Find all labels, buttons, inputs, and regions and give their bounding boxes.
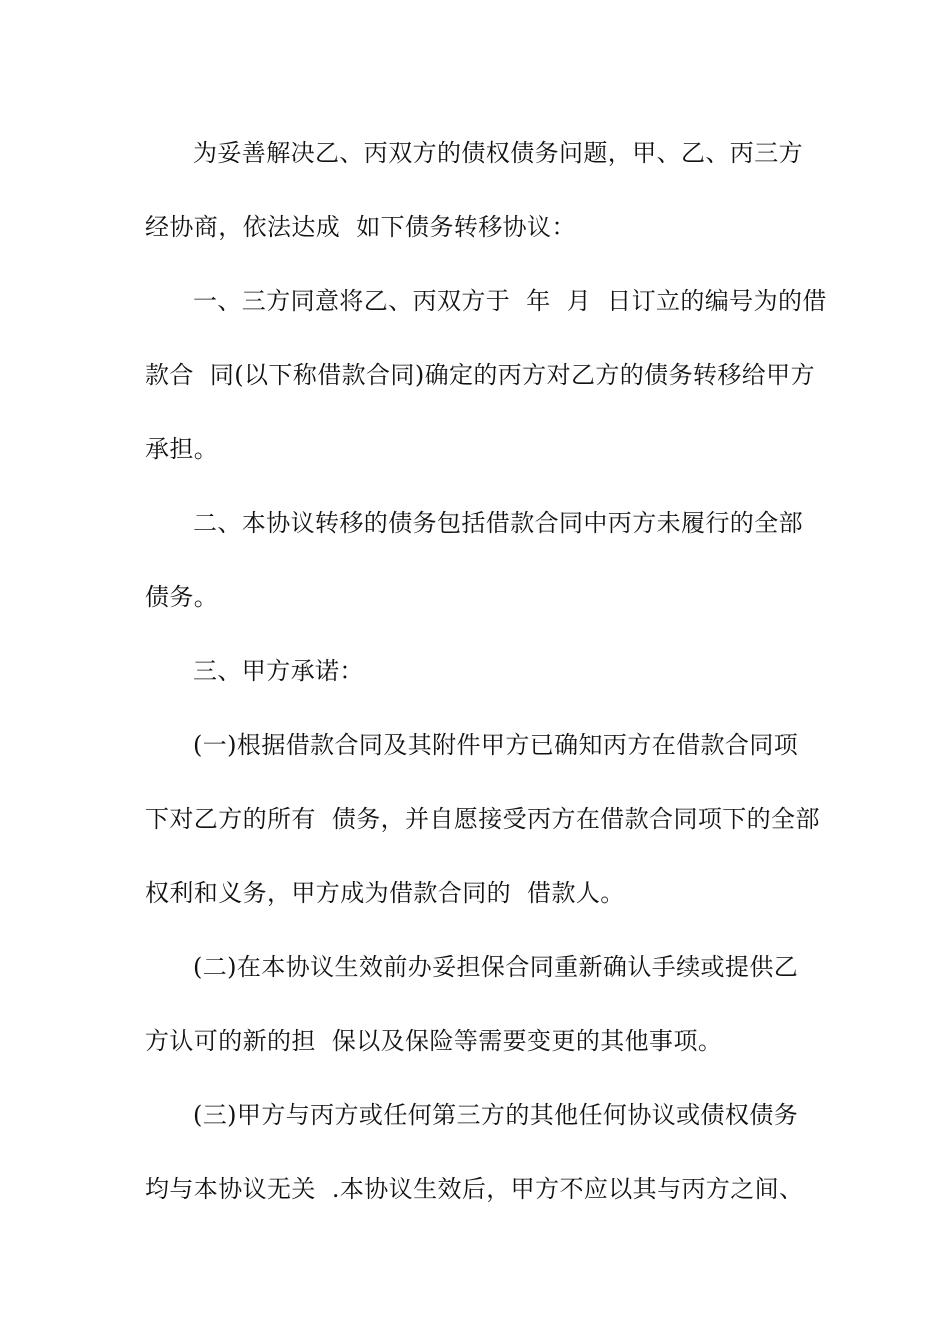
clause-1-line-3: 承担。 [145,435,219,463]
clause-3-item-3-line-2: 均与本协议无关 .本协议生效后，甲方不应以其与丙方之间、 [145,1175,804,1203]
clause-3-item-2-line-2: 方认可的新的担 保以及保险等需要变更的其他事项。 [145,1027,723,1055]
clause-1-line-2: 款合 同(以下称借款合同)确定的丙方对乙方的债务转移给甲方 [145,361,815,389]
clause-1-line-1: 一、三方同意将乙、丙双方于 年 月 日订立的编号为的借 [193,287,827,315]
paragraph-intro-line-1: 为妥善解决乙、丙双方的债权债务问题，甲、乙、丙三方 [193,139,803,167]
clause-3-item-1-line-2: 下对乙方的所有 债务，并自愿接受丙方在借款合同项下的全部 [145,805,820,833]
clause-3-heading: 三、甲方承诺： [193,657,364,685]
clause-3-item-2-line-1: (二)在本协议生效前办妥担保合同重新确认手续或提供乙 [193,953,799,981]
paragraph-intro-line-2: 经协商，依法达成 如下债务转移协议： [145,213,576,241]
clause-3-item-3-line-1: (三)甲方与丙方或任何第三方的其他任何协议或债权债务 [193,1101,799,1129]
clause-2-line-2: 债务。 [145,583,219,611]
clause-3-item-1-line-1: (一)根据借款合同及其附件甲方已确知丙方在借款合同项 [193,731,799,759]
clause-2-line-1: 二、本协议转移的债务包括借款合同中丙方未履行的全部 [193,509,803,537]
clause-3-item-1-line-3: 权利和义务，甲方成为借款合同的 借款人。 [145,879,625,907]
